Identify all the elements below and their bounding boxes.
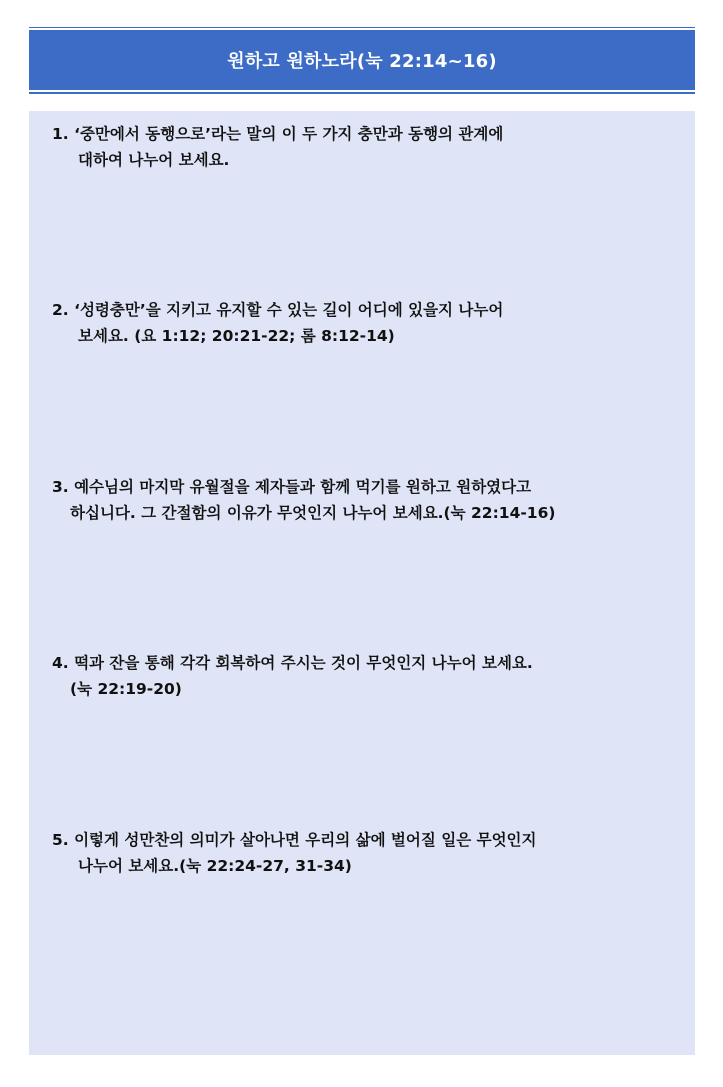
question-1-line-2: 대하여 나누어 보세요. — [78, 151, 230, 169]
question-3-line-2: 하십니다. 그 간절함의 이유가 무엇인지 나누어 보세요.(눅 22:14-16) — [70, 504, 556, 522]
question-2 — [52, 297, 622, 349]
questions-panel — [29, 111, 695, 1055]
header-top-rule — [29, 27, 695, 28]
question-4 — [52, 650, 622, 702]
question-1 — [52, 121, 622, 173]
question-5-line-1: 5. 이렇게 성만찬의 의미가 살아나면 우리의 삶에 벌어질 일은 무엇인지 — [52, 831, 537, 849]
question-4-line-2: (눅 22:19-20) — [70, 680, 182, 698]
question-3 — [52, 474, 622, 526]
page-header — [29, 30, 695, 90]
question-3-line-1: 3. 예수님의 마지막 유월절을 제자들과 함께 먹기를 원하고 원하였다고 — [52, 478, 532, 496]
question-2-line-2: 보세요. (요 1:12; 20:21-22; 롬 8:12-14) — [78, 327, 395, 345]
question-1-line-1: 1. ‘중만에서 동행으로’라는 말의 이 두 가지 충만과 동행의 관계에 — [52, 125, 504, 143]
question-5 — [52, 827, 622, 879]
question-4-line-1: 4. 떡과 잔을 통해 각각 회복하여 주시는 것이 무엇인지 나누어 보세요. — [52, 654, 533, 672]
question-2-line-1: 2. ‘성령충만’을 지키고 유지할 수 있는 길이 어디에 있을지 나누어 — [52, 301, 504, 319]
question-5-line-2: 나누어 보세요.(눅 22:24-27, 31-34) — [78, 857, 352, 875]
page-title: 원하고 원하노라(눅 22:14~16) — [227, 51, 497, 72]
header-bottom-rule — [29, 92, 695, 94]
